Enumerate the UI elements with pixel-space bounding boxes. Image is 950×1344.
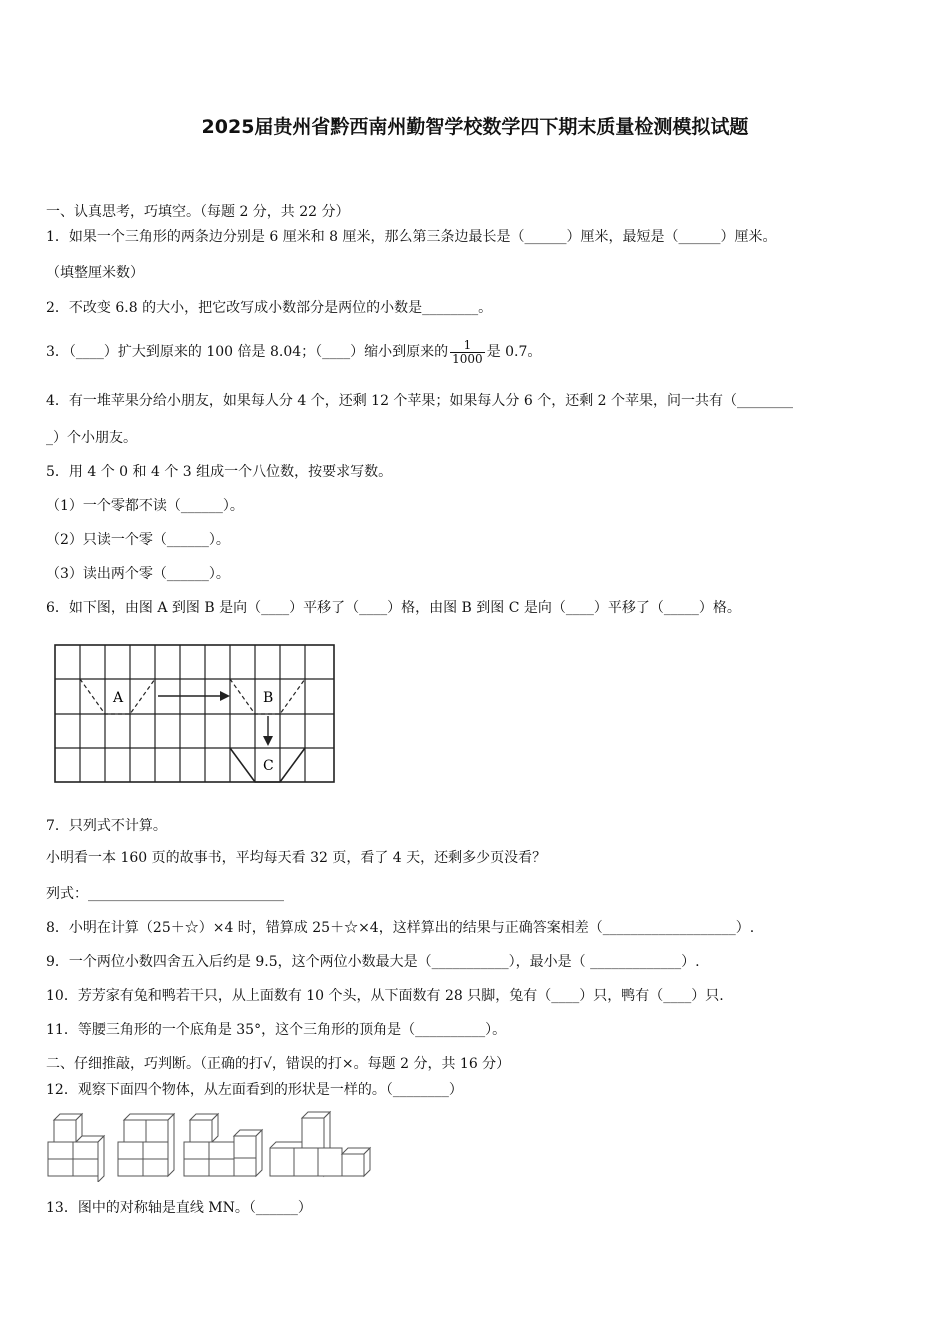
label-c: C <box>263 758 274 774</box>
cube-object-2 <box>118 1114 174 1176</box>
question-13: 13．图中的对称轴是直线 MN。（______） <box>46 1200 312 1216</box>
fraction-denominator: 1000 <box>452 351 483 366</box>
question-4: 4．有一堆苹果分给小朋友，如果每人分 4 个，还剩 12 个苹果；如果每人分 6 个，还剩 2 个苹果，问一共有（________ <box>46 393 794 409</box>
question-2: 2．不改变 6.8 的大小，把它改写成小数部分是两位的小数是________。 <box>46 300 493 316</box>
question-1: 1．如果一个三角形的两条边分别是 6 厘米和 8 厘米，那么第三条边最长是（______）厘米，最短是（______）厘米。 <box>46 229 777 245</box>
fraction <box>450 339 485 366</box>
question-10: 10．芳芳家有兔和鸭若干只，从上面数有 10 个头，从下面数有 28 只脚，兔有（____）只，鸭有（____）只. <box>46 988 724 1004</box>
question-5: 5．用 4 个 0 和 4 个 3 组成一个八位数，按要求写数。 <box>46 464 393 480</box>
question-3 <box>46 334 541 370</box>
arrow-right-head <box>220 691 230 701</box>
translation-grid-figure <box>54 644 336 784</box>
page-title: 2025届贵州省黔西南州勤智学校数学四下期末质量检测模拟试题 <box>201 116 749 138</box>
question-8: 8．小明在计算（25＋☆）×4 时，错算成 25＋☆×4，这样算出的结果与正确答案相差（___________________）. <box>46 920 755 936</box>
question-12: 12．观察下面四个物体，从左面看到的形状是一样的。（________） <box>46 1082 463 1098</box>
question-5-part-3: （3）读出两个零（______）。 <box>46 566 230 582</box>
question-6: 6．如下图，由图 A 到图 B 是向（____）平移了（____）格，由图 B 到图 C 是向（____）平移了（_____）格。 <box>46 600 741 616</box>
question-4-continued: _）个小朋友。 <box>46 430 137 446</box>
label-a: A <box>113 690 124 706</box>
question-7: 7．只列式不计算。 <box>46 818 167 834</box>
cube-object-4 <box>270 1112 370 1176</box>
question-11: 11．等腰三角形的一个底角是 35°，这个三角形的顶角是（__________）。 <box>46 1022 507 1038</box>
cube-object-1 <box>48 1114 104 1182</box>
arrow-down-head <box>263 736 273 746</box>
question-3-tail: 是 0.7。 <box>486 344 542 360</box>
question-7-body: 小明看一本 160 页的故事书，平均每天看 32 页，看了 4 天，还剩多少页没看？ <box>46 850 547 866</box>
question-3-text: 3．（____）扩大到原来的 100 倍是 8.04；（____）缩小到原来的 <box>46 344 449 360</box>
question-9: 9．一个两位小数四舍五入后约是 9.5，这个两位小数最大是（___________），最小是（ _____________）. <box>46 954 700 970</box>
cube-object-3 <box>184 1114 262 1176</box>
question-1-note: （填整厘米数） <box>46 265 144 281</box>
cube-objects-figure <box>44 1106 374 1182</box>
section-2-heading: 二、仔细推敲，巧判断。（正确的打√，错误的打×。每题 2 分，共 16 分） <box>46 1056 511 1072</box>
question-7-formula: 列式：____________________________ <box>46 886 284 902</box>
section-1-heading: 一、认真思考，巧填空。（每题 2 分，共 22 分） <box>46 204 350 220</box>
question-5-part-2: （2）只读一个零（______）。 <box>46 532 230 548</box>
label-b: B <box>263 690 274 706</box>
question-5-part-1: （1）一个零都不读（______）。 <box>46 498 244 514</box>
fraction-numerator: 1 <box>450 339 485 353</box>
